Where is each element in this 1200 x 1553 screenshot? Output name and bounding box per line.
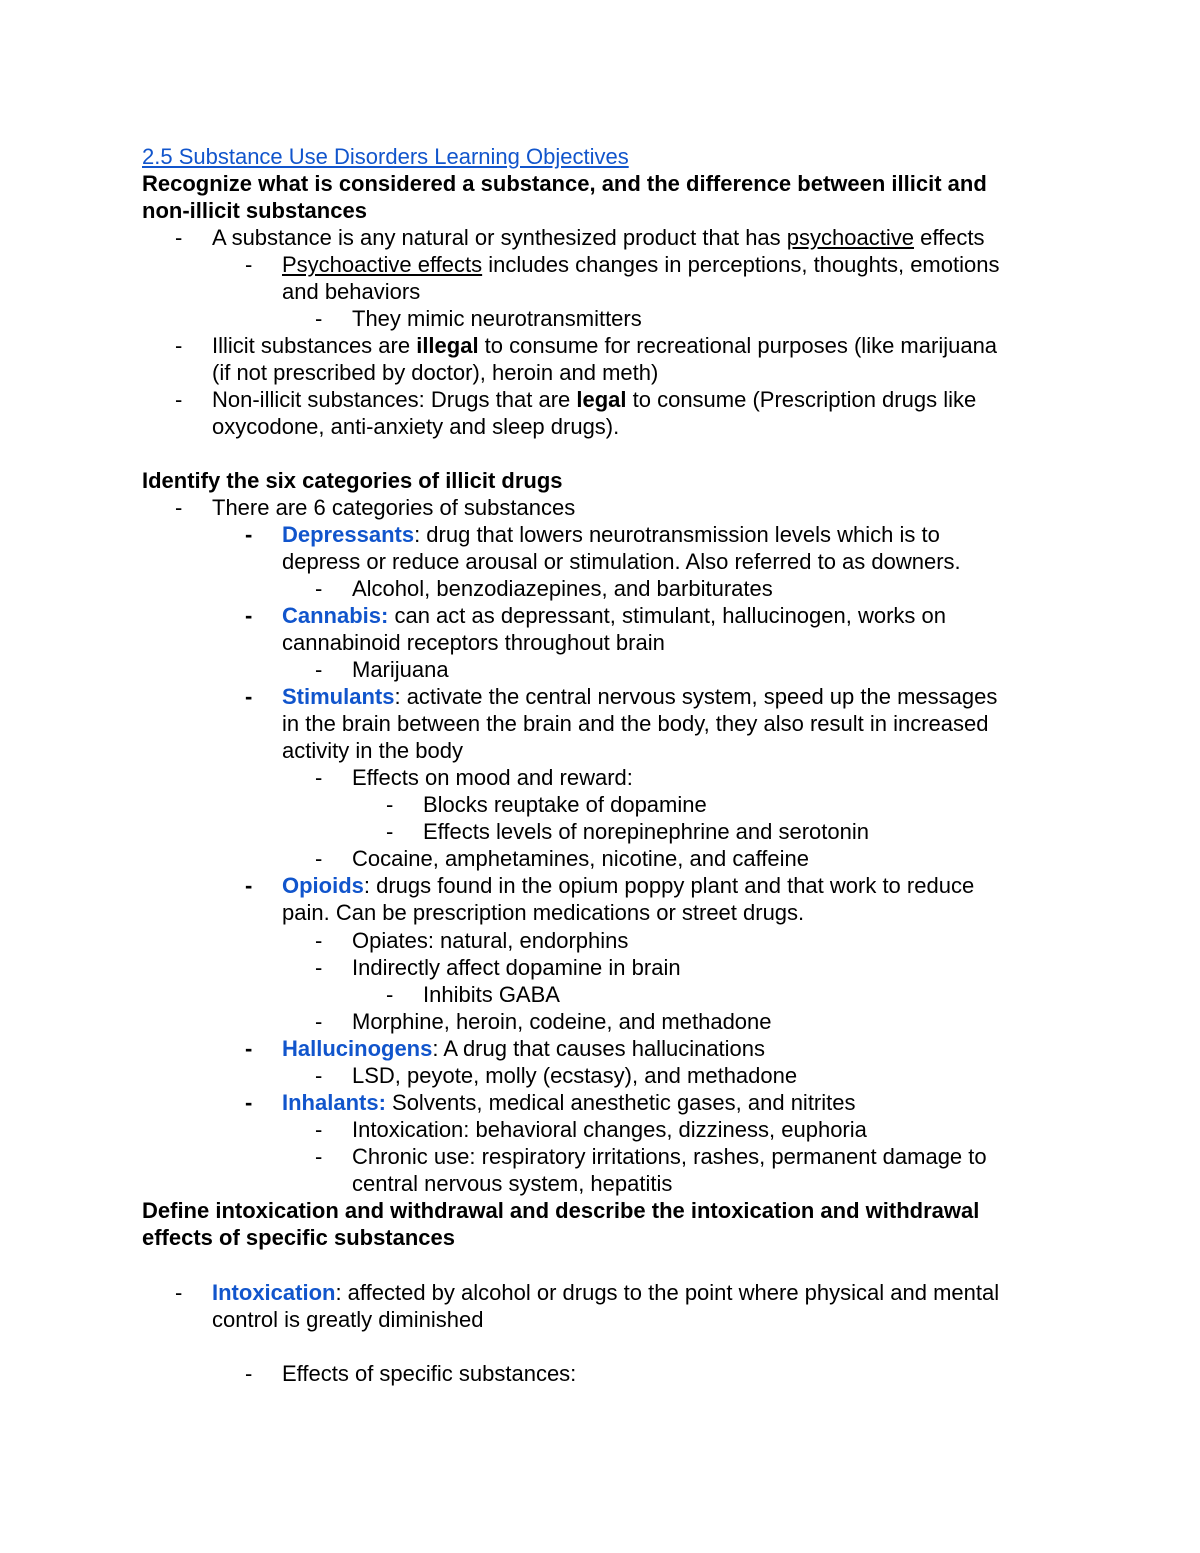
item-text: : activate the central nervous system, speed up the messages	[394, 684, 998, 709]
list-item	[315, 657, 449, 682]
list-item	[245, 873, 975, 898]
bullet-dash: -	[315, 1063, 323, 1088]
bullet-dash: -	[386, 819, 394, 844]
bullet-dash: -	[245, 522, 253, 547]
bold-term: legal	[576, 387, 627, 412]
list-item	[315, 955, 681, 980]
list-item	[315, 765, 633, 790]
item-text: LSD, peyote, molly (ecstasy), and methadone	[352, 1063, 798, 1088]
item-text: : A drug that causes hallucinations	[432, 1036, 766, 1061]
bullet-dash: -	[315, 928, 323, 953]
item-text: : affected by alcohol or drugs to the point where physical and mental	[335, 1280, 1000, 1305]
bullet-dash: -	[245, 873, 253, 898]
item-text: A substance is any natural or synthesized product that has	[212, 225, 787, 250]
item-text: They mimic neurotransmitters	[352, 306, 642, 331]
item-text: includes changes in perceptions, thoughts, emotions	[482, 252, 1000, 277]
list-item	[175, 333, 998, 358]
list-item-continuation: pain. Can be prescription medications or street drugs.	[282, 900, 805, 925]
list-item	[245, 1036, 766, 1061]
list-item-continuation: central nervous system, hepatitis	[352, 1171, 673, 1196]
bullet-dash: -	[386, 982, 394, 1007]
underlined-term: Psychoactive effects	[282, 252, 483, 277]
bullet-dash: -	[245, 603, 253, 628]
item-text: to consume for recreational purposes (like marijuana	[478, 333, 998, 358]
bullet-dash: -	[175, 225, 183, 250]
category-term: Hallucinogens	[282, 1036, 433, 1061]
bullet-dash: -	[315, 846, 323, 871]
bullet-dash: -	[245, 684, 253, 709]
list-item	[245, 252, 1000, 277]
list-item	[315, 1063, 798, 1088]
list-item	[245, 522, 940, 547]
list-item-continuation: control is greatly diminished	[212, 1307, 484, 1332]
list-item	[315, 928, 629, 953]
bullet-dash: -	[315, 657, 323, 682]
bullet-dash: -	[315, 1117, 323, 1142]
list-item	[175, 387, 977, 412]
item-text: Cocaine, amphetamines, nicotine, and caffeine	[352, 846, 809, 871]
underlined-term: psychoactive	[786, 225, 914, 250]
bullet-dash: -	[315, 1009, 323, 1034]
item-text: can act as depressant, stimulant, hallucinogen, works on	[388, 603, 946, 628]
list-item	[315, 846, 809, 871]
section-heading: Define intoxication and withdrawal and describe the intoxication and withdrawal	[142, 1198, 980, 1223]
item-text: Chronic use: respiratory irritations, rashes, permanent damage to	[352, 1144, 987, 1169]
item-text: There are 6 categories of substances	[212, 495, 576, 520]
item-text: Effects on mood and reward:	[352, 765, 633, 790]
list-item	[386, 792, 707, 817]
item-text: Effects levels of norepinephrine and serotonin	[423, 819, 869, 844]
item-text: Solvents, medical anesthetic gases, and nitrites	[385, 1090, 856, 1115]
item-text: Alcohol, benzodiazepines, and barbiturates	[352, 576, 773, 601]
category-term: Opioids	[282, 873, 364, 898]
list-item	[245, 1361, 577, 1386]
item-text: Morphine, heroin, codeine, and methadone	[352, 1009, 772, 1034]
bold-term: illegal	[416, 333, 479, 358]
category-term: Depressants	[282, 522, 415, 547]
bullet-dash: -	[175, 1280, 183, 1305]
item-text: : drugs found in the opium poppy plant and that work to reduce	[363, 873, 975, 898]
item-text: Inhibits GABA	[423, 982, 560, 1007]
bullet-dash: -	[245, 1036, 253, 1061]
section-heading: Identify the six categories of illicit drugs	[142, 468, 563, 493]
list-item-continuation: depress or reduce arousal or stimulation. Also referred to as downers.	[282, 549, 961, 574]
item-text: to consume (Prescription drugs like	[626, 387, 977, 412]
list-item	[175, 495, 576, 520]
list-item-continuation: and behaviors	[282, 279, 421, 304]
list-item	[315, 1144, 987, 1169]
bullet-dash: -	[175, 333, 183, 358]
bullet-dash: -	[315, 765, 323, 790]
item-text: Marijuana	[352, 657, 449, 682]
item-text: Indirectly affect dopamine in brain	[352, 955, 681, 980]
bullet-dash: -	[175, 387, 183, 412]
list-item	[175, 225, 985, 250]
item-text: Intoxication: behavioral changes, dizziness, euphoria	[352, 1117, 867, 1142]
list-item	[245, 603, 946, 628]
list-item-continuation: cannabinoid receptors throughout brain	[282, 630, 665, 655]
list-item	[386, 982, 560, 1007]
section-heading: effects of specific substances	[142, 1225, 456, 1250]
bullet-dash: -	[315, 955, 323, 980]
bullet-dash: -	[245, 1361, 253, 1386]
list-item	[245, 1090, 856, 1115]
section-heading: Recognize what is considered a substance, and the difference between illicit and	[142, 171, 987, 196]
list-item	[175, 1280, 1000, 1305]
item-text: : drug that lowers neurotransmission levels which is to	[414, 522, 940, 547]
category-term: Intoxication	[212, 1280, 336, 1305]
bullet-dash: -	[386, 792, 394, 817]
bullet-dash: -	[315, 1144, 323, 1169]
item-text: Blocks reuptake of dopamine	[423, 792, 707, 817]
list-item	[315, 1117, 867, 1142]
item-text: Non-illicit substances: Drugs that are	[212, 387, 577, 412]
bullet-dash: -	[315, 306, 323, 331]
bullet-dash: -	[245, 1090, 253, 1115]
list-item-continuation: (if not prescribed by doctor), heroin and meth)	[212, 360, 659, 385]
item-text: Opiates: natural, endorphins	[352, 928, 629, 953]
bullet-dash: -	[315, 576, 323, 601]
list-item	[315, 1009, 772, 1034]
bullet-dash: -	[245, 252, 253, 277]
list-item	[245, 684, 998, 709]
item-text: effects	[913, 225, 985, 250]
section-heading: non-illicit substances	[142, 198, 367, 223]
list-item	[315, 576, 773, 601]
list-item	[386, 819, 869, 844]
list-item-continuation: activity in the body	[282, 738, 463, 763]
item-text: Illicit substances are	[212, 333, 417, 358]
category-term: Stimulants	[282, 684, 395, 709]
category-term: Cannabis:	[282, 603, 389, 628]
list-item	[315, 306, 642, 331]
list-item-continuation: oxycodone, anti-anxiety and sleep drugs).	[212, 414, 620, 439]
bullet-dash: -	[175, 495, 183, 520]
item-text: Effects of specific substances:	[282, 1361, 577, 1386]
document-title-link[interactable]: 2.5 Substance Use Disorders Learning Objectives	[142, 144, 629, 169]
category-term: Inhalants:	[282, 1090, 386, 1115]
list-item-continuation: in the brain between the brain and the body, they also result in increased	[282, 711, 989, 736]
